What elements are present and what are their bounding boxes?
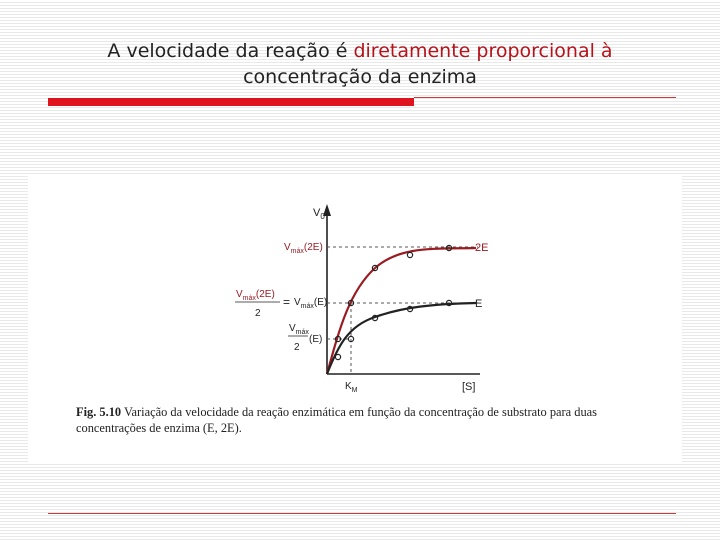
curve-e-label: E bbox=[475, 298, 483, 310]
figure-caption bbox=[76, 404, 656, 436]
title-divider-line bbox=[414, 97, 676, 98]
vmax-2e-label: $V_{máx}(2E)$ bbox=[284, 242, 323, 255]
half-vmax-e-denominator: 2 bbox=[294, 342, 300, 353]
vmax-e-label: $V_{máx}(E)$ bbox=[294, 297, 328, 310]
curve-2e bbox=[327, 248, 476, 374]
point-e bbox=[335, 354, 340, 359]
equals-sign: = bbox=[283, 295, 291, 309]
title-text: A velocidade da reação é bbox=[107, 40, 354, 62]
footer-divider-line bbox=[48, 513, 676, 514]
title-accent-text: diretamente proporcional à bbox=[353, 40, 613, 62]
half-vmax-e-suffix: (E) bbox=[309, 334, 323, 345]
title-line-2: concentração da enzima bbox=[243, 66, 477, 88]
slide-title bbox=[80, 38, 640, 90]
point-2e bbox=[407, 252, 412, 257]
title-underline-bar bbox=[48, 98, 414, 106]
half-vmax-e-numerator: $V_{máx}$ bbox=[289, 323, 309, 336]
curve-2e-label: 2E bbox=[475, 242, 489, 254]
fraction-denominator: 2 bbox=[255, 308, 261, 319]
x-axis-label: [S] bbox=[462, 381, 476, 393]
figure-panel bbox=[28, 176, 682, 462]
y-axis-label: $V_0$ bbox=[313, 207, 325, 221]
km-label: $K_M$ bbox=[345, 381, 358, 394]
caption-text: Variação da velocidade da reação enzimática em função da concentração de substrato para duas concentrações de enzima (E, 2E). bbox=[76, 405, 597, 435]
caption-figure-number: Fig. 5.10 bbox=[76, 405, 122, 419]
curve-e bbox=[327, 303, 476, 374]
fraction-vmax-2e-numerator: $V_{máx}(2E)$ bbox=[236, 289, 275, 302]
